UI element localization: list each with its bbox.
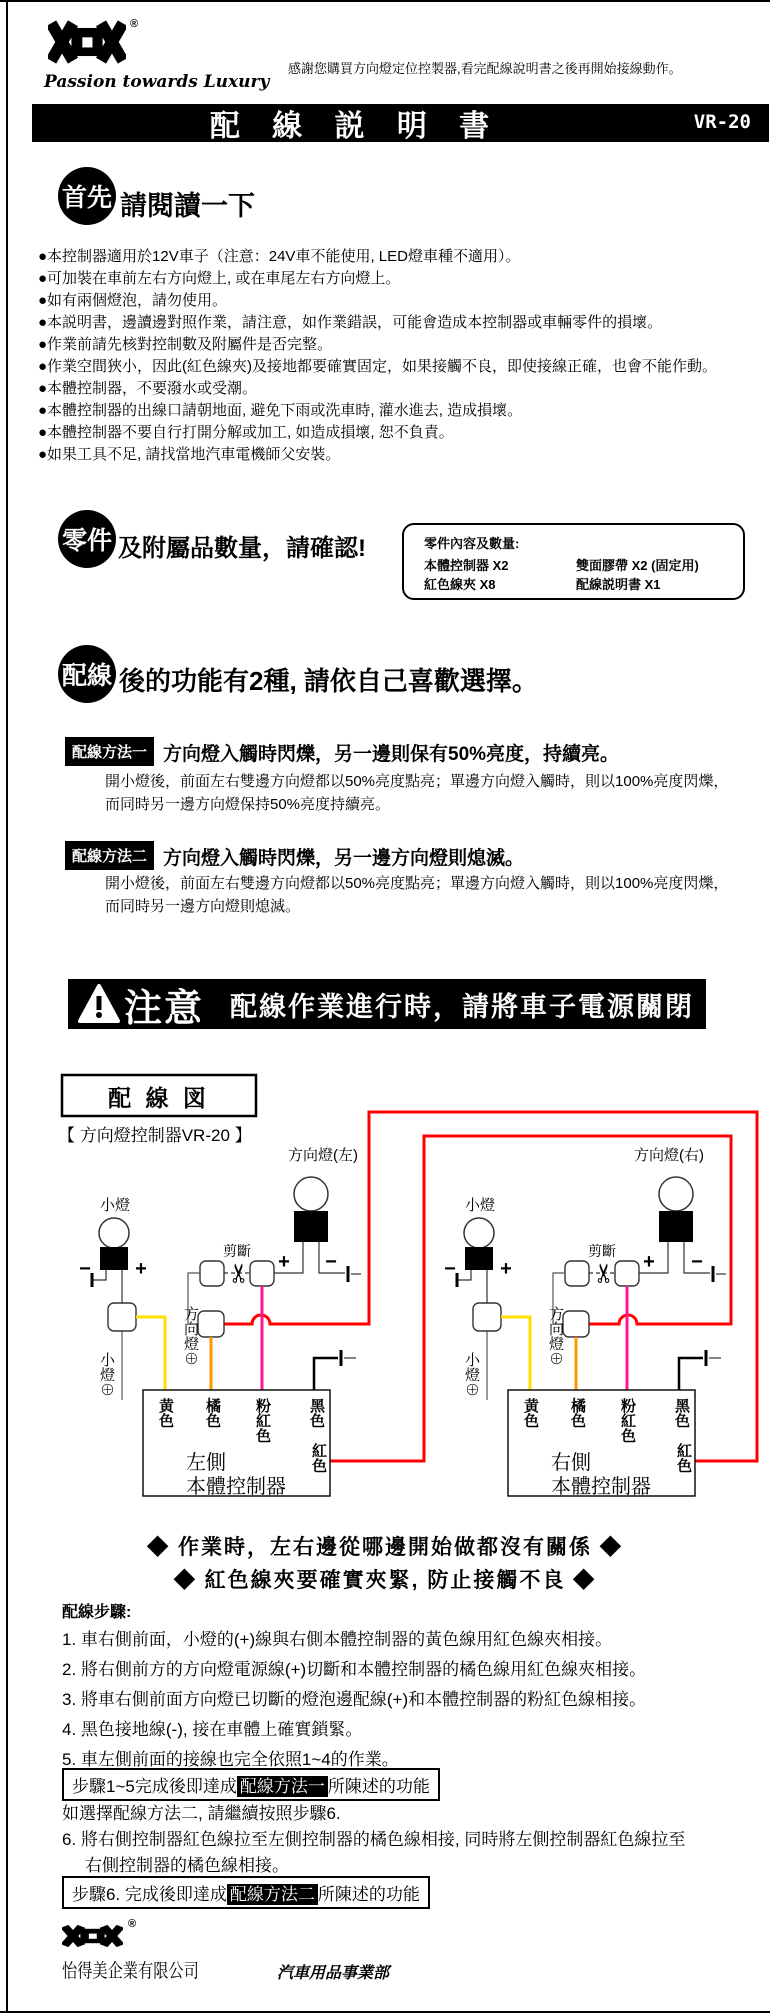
bullet-item: ●作業前請先核對控制數及附屬件是否完整。 <box>38 336 333 353</box>
plus-sign: + <box>643 1251 655 1273</box>
clip-connector <box>200 1261 224 1286</box>
result1-method-tag: 配線方法一 <box>237 1776 328 1797</box>
result2-prefix: 步驟6. 完成後即達成 <box>72 1885 227 1904</box>
step-item: 1. 車右側前面，小燈的(+)線與右側本體控制器的黃色線用紅色線夾相接。 <box>62 1630 613 1649</box>
thanks-note: 感謝您購買方向燈定位控製器,看完配線說明書之後再開始接線動作。 <box>288 61 682 76</box>
left-turn-lamp-label: 方向燈(左) <box>288 1147 358 1164</box>
warning-text: 配線作業進行時，請將車子電源關閉 <box>230 991 695 1022</box>
clip-connector <box>108 1303 136 1331</box>
right-controller-name: 本體控制器 <box>551 1476 651 1498</box>
bullet-item: ●如有兩個燈泡，請勿使用。 <box>38 292 228 309</box>
orange-wire-label: 橘色 <box>569 1398 586 1428</box>
clip-connector <box>473 1303 501 1331</box>
steps-heading: 配線步驟: <box>62 1604 132 1621</box>
left-controller-name: 本體控制器 <box>186 1476 286 1498</box>
right-small-lamp-label: 小燈 <box>465 1197 496 1214</box>
steps-list <box>62 1625 646 1775</box>
method2-label: 配線方法二 <box>65 841 154 870</box>
method1-body <box>105 770 728 816</box>
scissors-icon: ✂ <box>224 1262 254 1284</box>
method2-body-line2: 而同時另一邊方向燈則熄滅。 <box>105 898 301 915</box>
step-item: 5. 車左側前面的接線也完全依照1~4的作業。 <box>62 1750 399 1769</box>
warning-label: 注意 <box>124 987 205 1030</box>
method2-body <box>105 872 728 918</box>
left-small-wire-label: 小燈⊕ <box>98 1352 115 1397</box>
page-title: 配 線 説 明 書 <box>209 110 502 143</box>
brand-tagline: Passion towards Luxury <box>44 72 270 92</box>
result1-suffix: 所陳述的功能 <box>327 1777 430 1796</box>
right-turn-lamp-label: 方向燈(右) <box>634 1147 704 1164</box>
bullet-item: ●本體控制器，不要潑水或受潮。 <box>38 380 258 397</box>
method2-body-line1: 開小燈後，前面左右雙邊方向燈都以50%亮度點亮；單邊方向燈入觸時，則以100%亮度閃爍， <box>105 875 729 892</box>
small-lamp-ground-wire <box>457 1270 471 1280</box>
result-box-method1 <box>62 1768 440 1801</box>
minus-sign: − <box>444 1258 456 1280</box>
parts-item: 配線説明書 X1 <box>576 577 661 592</box>
scissors-icon: ✂ <box>589 1262 619 1284</box>
minus-sign: − <box>325 1251 337 1273</box>
plus-sign: + <box>278 1251 290 1273</box>
step-item: 4. 黑色接地線(-), 接在車體上確實鎖緊。 <box>62 1720 363 1739</box>
clip-connector <box>565 1261 589 1286</box>
step-item: 3. 將車右側前面方向燈已切斷的燈泡邊配線(+)和本體控制器的粉紅色線相接。 <box>62 1690 647 1709</box>
bullet-item: ●本控制器適用於12V車子（注意：24V車不能使用, LED燈車種不適用）。 <box>38 248 521 265</box>
parts-box-title: 零件內容及數量: <box>424 536 520 551</box>
yellow-wire-label: 黄色 <box>157 1398 174 1428</box>
intro-heading: 請閱讀一下 <box>120 191 255 221</box>
method2-headline: 方向燈入觸時閃爍，另一邊方向燈則熄滅。 <box>163 848 525 869</box>
black-wire <box>679 1358 703 1390</box>
pink-wire-label: 粉紅色 <box>254 1398 271 1443</box>
parts-heading: 及附屬品數量，請確認! <box>118 535 366 562</box>
small-lamp-ground-wire <box>92 1270 106 1280</box>
wiring-heading: 後的功能有2種, 請依自己喜歡選擇。 <box>119 666 538 696</box>
model-number: VR-20 <box>693 111 751 133</box>
turn-lamp-bulb <box>659 1177 693 1211</box>
cut-label: 剪斷 <box>223 1243 251 1259</box>
badge-wiring: 配線 <box>58 645 116 703</box>
black-wire <box>314 1358 338 1390</box>
step-item: 2. 將右側前方的方向燈電源線(+)切斷和本體控制器的橘色線用紅色線夾相接。 <box>62 1660 647 1679</box>
clip-connector <box>198 1311 224 1337</box>
diagram-note-2: ◆ 紅色線夾要確實夾緊, 防止接觸不良 ◆ <box>173 1569 597 1592</box>
plus-sign: + <box>135 1258 147 1280</box>
orange-wire-label: 橘色 <box>204 1398 221 1428</box>
page-border-left <box>6 0 8 2012</box>
red-wire-label: 紅色 <box>675 1443 692 1473</box>
right-turn-wire-label: 方向燈⊕ <box>547 1306 564 1366</box>
right-small-wire-label: 小燈⊕ <box>463 1352 480 1397</box>
wiring-diagram <box>0 1068 770 1518</box>
yellow-wire-label: 黄色 <box>522 1398 539 1428</box>
intro-bullet-list <box>38 246 766 466</box>
small-lamp-base <box>465 1247 493 1270</box>
left-turn-wire-label: 方向燈⊕ <box>182 1306 199 1366</box>
small-lamp-bulb <box>99 1218 129 1248</box>
title-bar <box>32 104 769 142</box>
left-small-lamp-label: 小燈 <box>100 1197 131 1214</box>
bullet-item: ●本體控制器的出線口請朝地面, 避免下雨或洗車時, 灌水進去, 造成損壞。 <box>38 402 523 419</box>
cut-label: 剪斷 <box>588 1243 616 1259</box>
choose-method2-note: 如選擇配線方法二, 請繼續按照步驟6. <box>62 1804 341 1823</box>
warning-bar <box>68 979 706 1029</box>
right-controller-side: 右側 <box>551 1452 591 1474</box>
warning-icon <box>78 983 120 1025</box>
registered-mark: ® <box>128 1918 137 1930</box>
footer-brand-logo <box>62 1924 123 1948</box>
step6-line1: 6. 將右側控制器紅色線拉至左側控制器的橘色線相接, 同時將左側控制器紅色線拉至 <box>62 1830 686 1849</box>
bullet-item: ●本説明書，邊讀邊對照作業，請注意，如作業錯誤，可能會造成本控制器或車輛零件的損壞。 <box>38 314 663 331</box>
method1-label: 配線方法一 <box>65 737 154 766</box>
parts-list-box <box>402 523 745 600</box>
black-wire-label: 黑色 <box>673 1398 690 1428</box>
black-wire-label: 黑色 <box>308 1398 325 1428</box>
brand-logo <box>48 18 126 66</box>
result-box-method2 <box>62 1876 430 1909</box>
left-controller-side: 左側 <box>186 1452 226 1474</box>
plus-sign: + <box>500 1258 512 1280</box>
bullet-item: ●可加裝在車前左右方向燈上, 或在車尾左右方向燈上。 <box>38 270 401 287</box>
parts-item: 紅色線夾 X8 <box>424 577 496 592</box>
diagram-note-1: ◆ 作業時，左右邊從哪邊開始做都沒有關係 ◆ <box>147 1536 623 1559</box>
small-lamp-bulb <box>464 1218 494 1248</box>
step6-line2: 右側控制器的橘色線相接。 <box>85 1856 289 1875</box>
turn-lamp-base <box>659 1211 693 1242</box>
bullet-item: ●如果工具不足, 請找當地汽車電機師父安裝。 <box>38 446 341 463</box>
bullet-item: ●作業空間狹小，因此(紅色線夾)及接地都要確實固定，如果接觸不良，即使接線正確，也會不能作動。 <box>38 358 718 375</box>
page-border-bottom <box>0 2011 770 2013</box>
yellow-wire <box>136 1317 165 1390</box>
parts-item: 雙面膠帶 X2 (固定用) <box>576 558 699 573</box>
division-name: 汽車用品事業部 <box>277 1965 390 1982</box>
result2-method-tag: 配線方法二 <box>227 1884 318 1905</box>
yellow-wire <box>501 1317 530 1390</box>
small-lamp-base <box>100 1247 128 1270</box>
red-wire-label: 紅色 <box>310 1443 327 1473</box>
pink-wire-label: 粉紅色 <box>619 1398 636 1443</box>
method1-body-line2: 而同時另一邊方向燈保持50%亮度持續亮。 <box>105 796 391 813</box>
bullet-item: ●本體控制器不要自行打開分解或加工, 如造成損壞, 恕不負責。 <box>38 424 454 441</box>
turn-lamp-base <box>294 1211 328 1242</box>
method1-headline: 方向燈入觸時閃爍，另一邊則保有50%亮度，持續亮。 <box>163 744 620 765</box>
diagram-title: 配 線 図 <box>108 1085 210 1111</box>
badge-parts: 零件 <box>58 510 116 568</box>
minus-sign: − <box>79 1258 91 1280</box>
clip-connector <box>563 1311 589 1337</box>
diagram-subtitle: 【 方向燈控制器VR-20 】 <box>58 1126 252 1145</box>
turn-lamp-bulb <box>294 1177 328 1211</box>
result2-suffix: 所陳述的功能 <box>317 1885 420 1904</box>
result1-prefix: 步驟1~5完成後即達成 <box>72 1777 237 1796</box>
page-border-top <box>0 0 770 2</box>
method1-body-line1: 開小燈後，前面左右雙邊方向燈都以50%亮度點亮；單邊方向燈入觸時，則以100%亮度閃爍， <box>105 773 729 790</box>
registered-mark: ® <box>130 18 139 30</box>
company-name: 怡得美企業有限公司 <box>62 1961 199 1982</box>
parts-item: 本體控制器 X2 <box>424 558 509 573</box>
badge-first: 首先 <box>58 167 116 225</box>
minus-sign: − <box>691 1251 703 1273</box>
